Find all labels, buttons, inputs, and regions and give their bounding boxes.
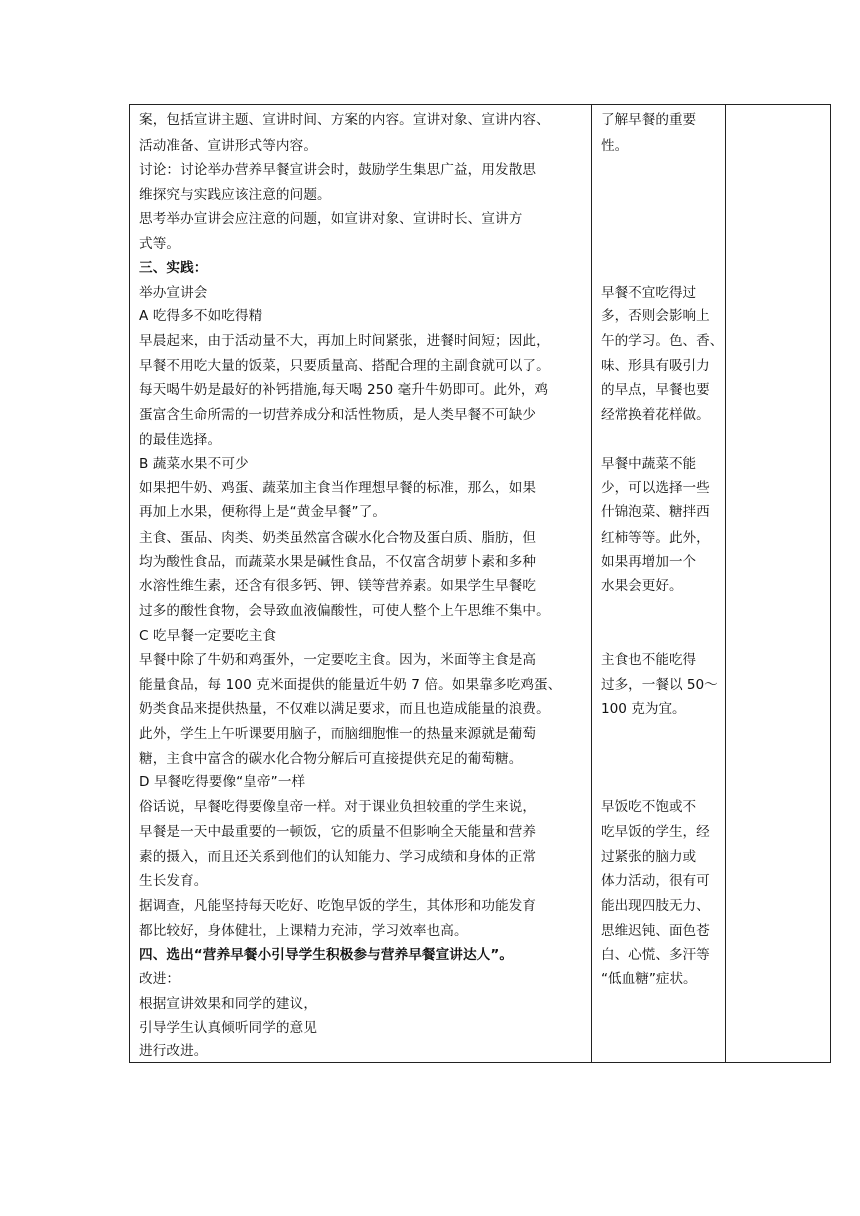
note-line: 水果会更好。 [601, 578, 683, 594]
main-line: 早晨起来，由于活动量不大，再加上时间紧张，进餐时间短；因此， [139, 333, 550, 349]
note-line: 早餐中蔬菜不能 [601, 456, 697, 472]
main-line: 再加上水果，便称得上是“黄金早餐”了。 [139, 504, 387, 520]
note-line: 经常换着花样做。 [601, 407, 710, 423]
main-line: 水溶性维生素，还含有很多钙、钾、镁等营养素。如果学生早餐吃 [139, 578, 537, 594]
note-line: 午的学习。色、香、 [601, 333, 724, 349]
note-line: 了解早餐的重要 [601, 112, 697, 128]
section-heading: 三、实践： [139, 260, 208, 276]
main-line: 能量食品，每 100 克米面提供的能量近牛奶 7 倍。如果靠多吃鸡蛋、 [139, 677, 562, 693]
table-row [130, 105, 831, 1063]
note-line: 的早点，早餐也要 [601, 382, 710, 398]
subheading: C 吃早餐一定要吃主食 [139, 628, 277, 644]
note-line: 100 克为宜。 [601, 701, 686, 717]
main-line: 早餐是一天中最重要的一顿饭，它的质量不但影响全天能量和营养 [139, 824, 537, 840]
notes-cell [592, 105, 726, 1063]
main-line: 的最佳选择。 [139, 432, 222, 448]
note-line: “低血糖”症状。 [601, 971, 697, 987]
empty-cell [726, 105, 831, 1063]
note-line: 什锦泡菜、糖拌西 [601, 504, 710, 520]
note-line: 红柿等等。此外， [601, 530, 710, 546]
note-line: 思维迟钝、面色苍 [601, 923, 710, 939]
subheading: A 吃得多不如吃得精 [139, 308, 263, 324]
main-content-cell [130, 105, 592, 1063]
main-line: 主食、蛋品、肉类、奶类虽然富含碳水化合物及蛋白质、脂肪，但 [139, 530, 537, 546]
main-line: 糖，主食中富含的碳水化合物分解后可直接提供充足的葡萄糖。 [139, 751, 523, 767]
main-line: 式等。 [139, 236, 181, 252]
main-line: 俗话说，早餐吃得要像皇帝一样。对于课业负担较重的学生来说， [139, 799, 537, 815]
main-line: 素的摄入，而且还关系到他们的认知能力、学习成绩和身体的正常 [139, 849, 537, 865]
note-line: 体力活动，很有可 [601, 873, 710, 889]
note-line: 早饭吃不饱或不 [601, 799, 697, 815]
main-line: 过多的酸性食物，会导致血液偏酸性，可使人整个上午思维不集中。 [139, 603, 550, 619]
main-line: 蛋富含生命所需的一切营养成分和活性物质，是人类早餐不可缺少 [139, 407, 537, 423]
main-line: 此外，学生上午听课要用脑子，而脑细胞惟一的热量来源就是葡萄 [139, 726, 537, 742]
main-line: 如果把牛奶、鸡蛋、蔬菜加主食当作理想早餐的标准，那么，如果 [139, 480, 537, 496]
main-line: 讨论：讨论举办营养早餐宣讲会时，鼓励学生集思广益，用发散思 [139, 162, 537, 178]
note-line: 过紧张的脑力或 [601, 849, 697, 865]
subheading: D 早餐吃得要像“皇帝”一样 [139, 774, 306, 790]
note-line: 主食也不能吃得 [601, 652, 697, 668]
main-line: 活动准备、宣讲形式等内容。 [139, 138, 318, 154]
main-line: 每天喝牛奶是最好的补钙措施,每天喝 250 毫升牛奶即可。此外，鸡 [139, 382, 549, 398]
main-line: 改进： [139, 971, 181, 987]
note-line: 少，可以选择一些 [601, 480, 710, 496]
main-line: 奶类食品来提供热量，不仅难以满足要求，而且也造成能量的浪费。 [139, 701, 550, 717]
note-line: 过多，一餐以 50～ [601, 677, 718, 693]
main-line: 早餐不用吃大量的饭菜，只要质量高、搭配合理的主副食就可以了。 [139, 358, 550, 374]
note-line: 早餐不宜吃得过 [601, 285, 697, 301]
lesson-plan-table [129, 104, 831, 1063]
main-line: 根据宣讲效果和同学的建议， [139, 996, 318, 1012]
main-line: 进行改进。 [139, 1043, 208, 1059]
main-line: 思考举办宣讲会应注意的问题，如宣讲对象、宣讲时长、宣讲方 [139, 211, 523, 227]
main-line: 维探究与实践应该注意的问题。 [139, 187, 331, 203]
note-line: 味、形具有吸引力 [601, 358, 710, 374]
note-line: 白、心慌、多汗等 [601, 947, 710, 963]
note-line: 如果再增加一个 [601, 554, 697, 570]
main-line: 引导学生认真倾听同学的意见 [139, 1020, 318, 1036]
main-line: 都比较好，身体健壮，上课精力充沛，学习效率也高。 [139, 923, 468, 939]
main-line: 早餐中除了牛奶和鸡蛋外，一定要吃主食。因为，米面等主食是高 [139, 652, 537, 668]
main-line: 均为酸性食品，而蔬菜水果是碱性食品，不仅富含胡萝卜素和多种 [139, 554, 537, 570]
note-line: 多，否则会影响上 [601, 308, 710, 324]
main-line: 案，包括宣讲主题、宣讲时间、方案的内容。宣讲对象、宣讲内容、 [139, 112, 550, 128]
section-heading: 四、选出“营养早餐小引导学生积极参与营养早餐宣讲达人”。 [139, 947, 514, 963]
main-line: 举办宣讲会 [139, 285, 208, 301]
note-line: 性。 [601, 138, 629, 154]
main-line: 据调查，凡能坚持每天吃好、吃饱早饭的学生，其体形和功能发育 [139, 898, 537, 914]
note-line: 能出现四肢无力、 [601, 898, 710, 914]
main-line: 生长发育。 [139, 873, 208, 889]
subheading: B 蔬菜水果不可少 [139, 456, 249, 472]
note-line: 吃早饭的学生，经 [601, 824, 710, 840]
